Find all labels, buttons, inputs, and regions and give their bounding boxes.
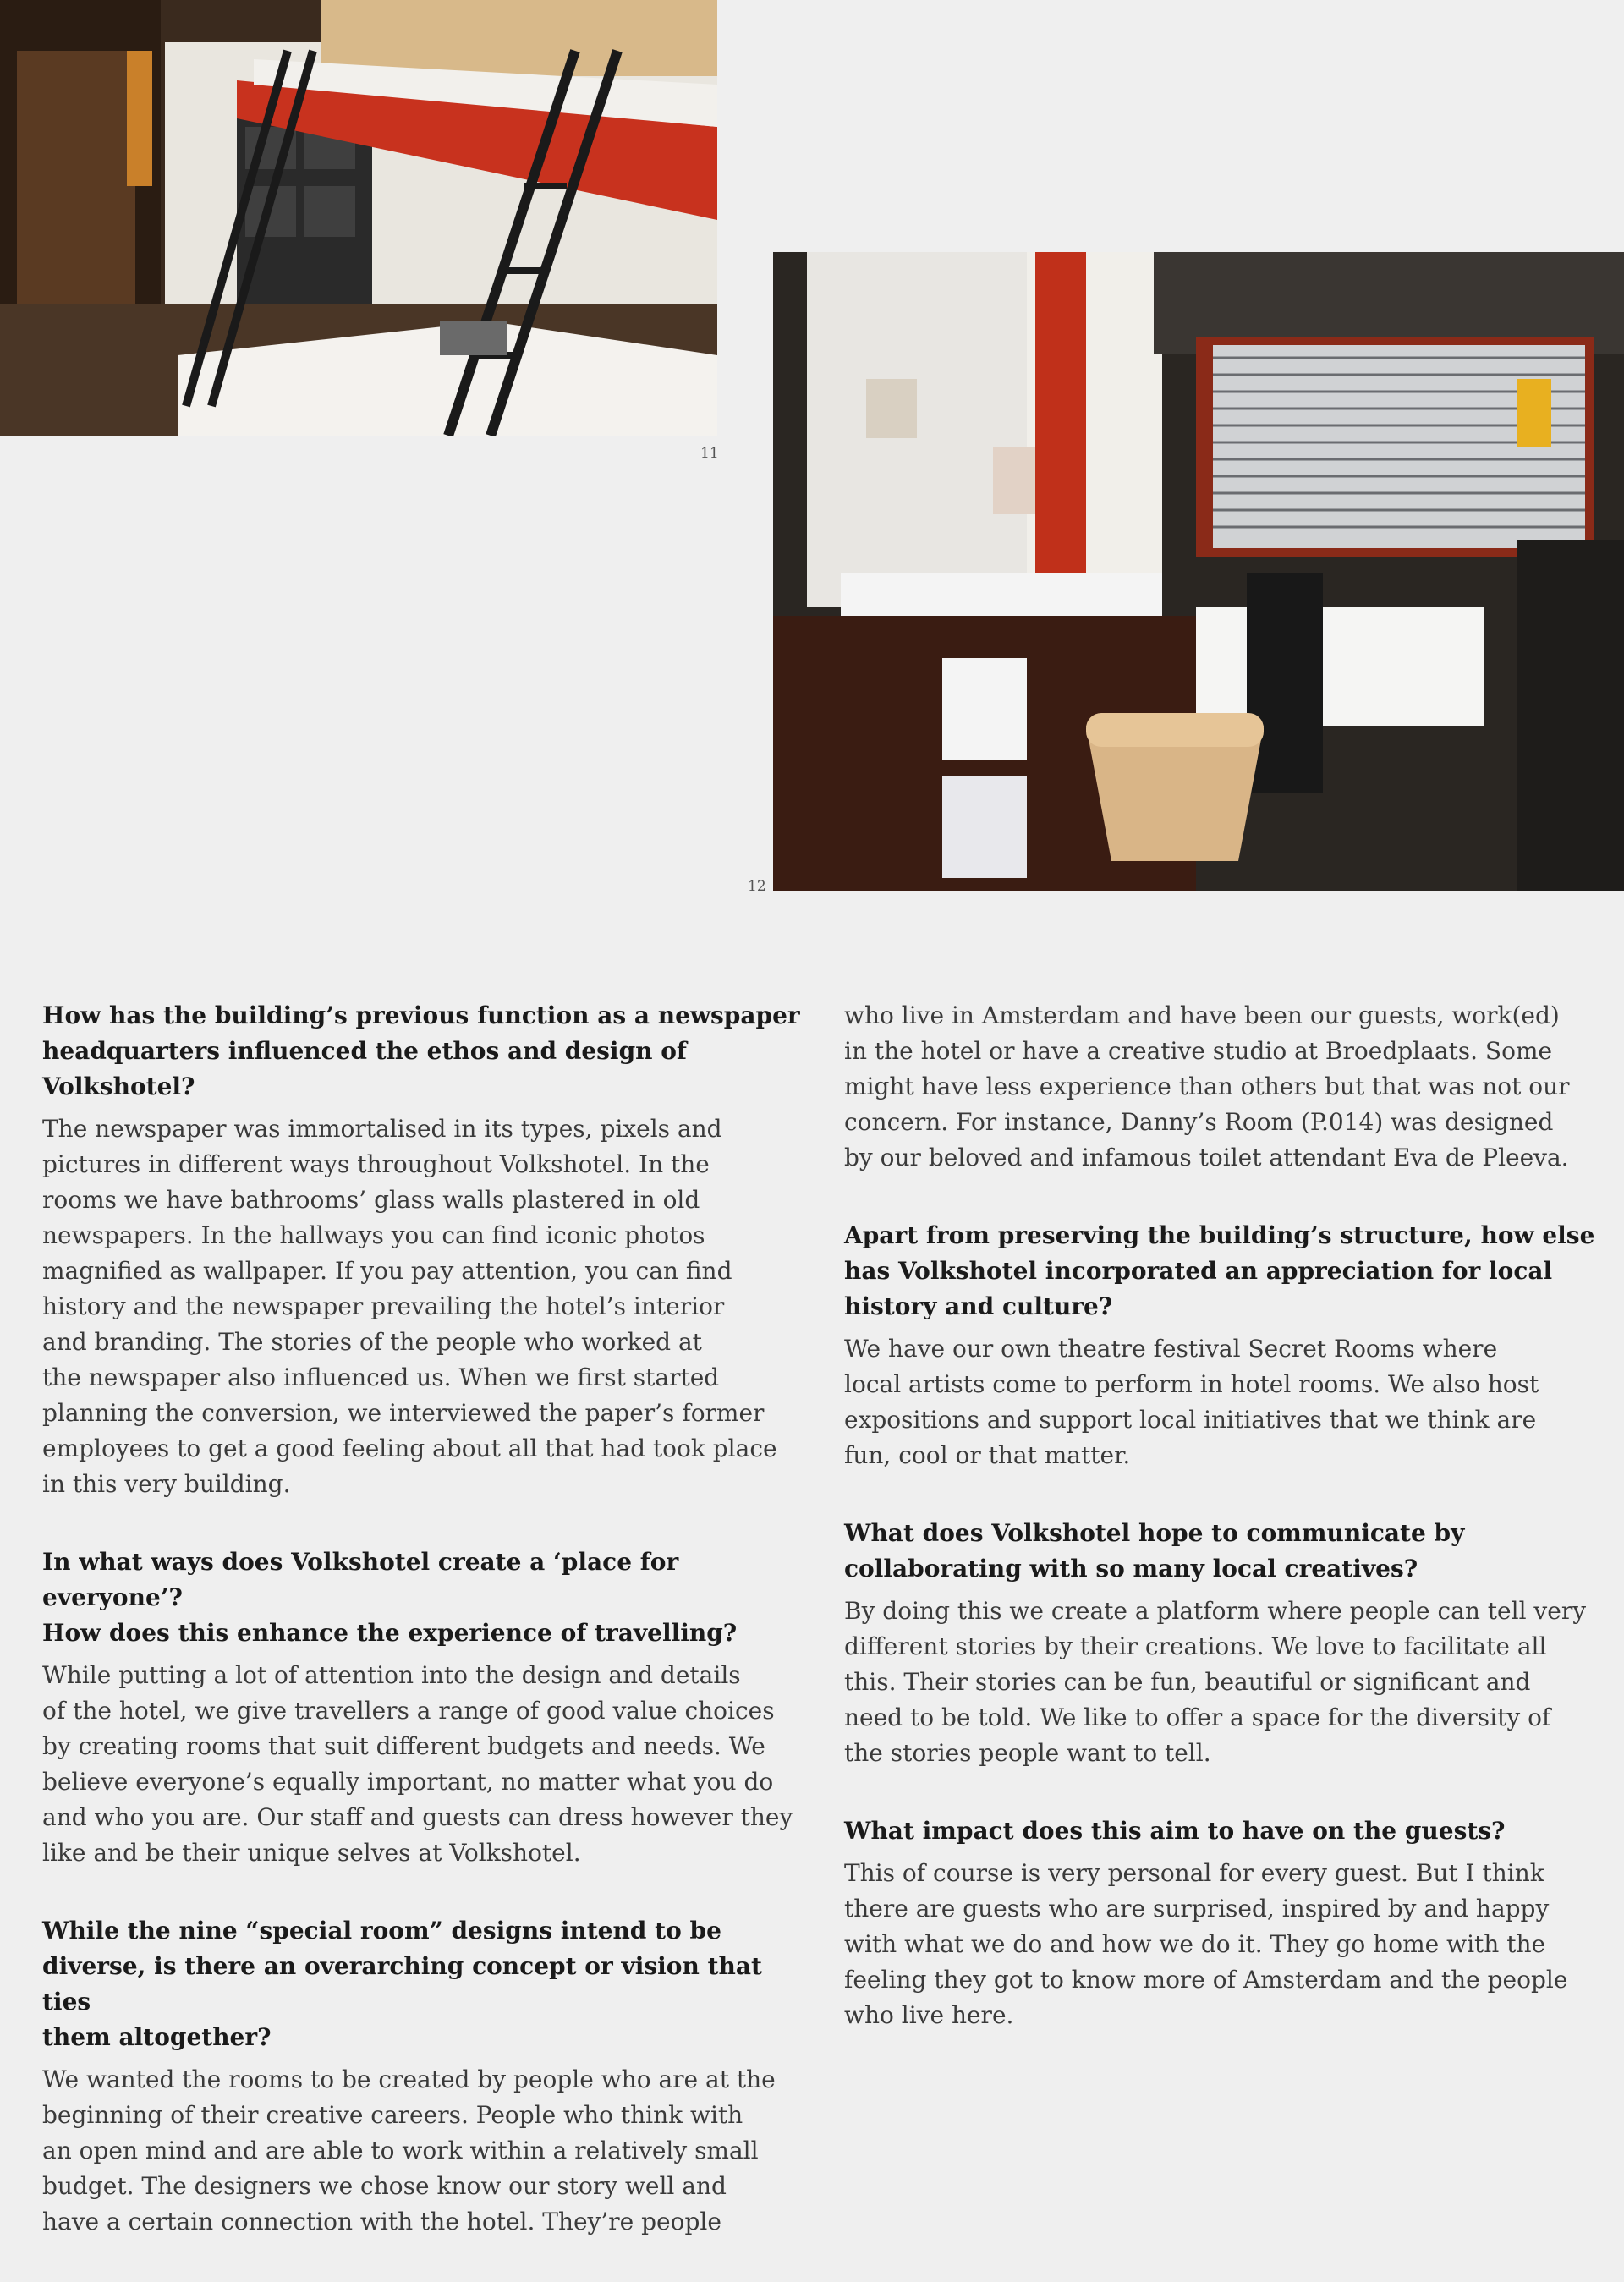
photo-caption-12: 12 <box>748 878 766 895</box>
question-local-history: Apart from preserving the building’s structure, how else has Volkshotel incorporated an appreciation for local history and culture? <box>844 1221 1595 1320</box>
right-text-column <box>844 998 1605 2076</box>
question-impact-on-guests: What impact does this aim to have on the guests? <box>844 1817 1506 1845</box>
answer-newspaper-function: The newspaper was immortalised in its types, pixels and pictures in different ways throughout Volkshotel. In the rooms we have bathrooms’ glass walls plastered in old newspapers. In the hallways you can find iconic photos magnified as wallpaper. If you pay attention, you can find history and the newspaper prevailing the hotel’s interior and branding. The stories of the people who worked at the newspaper also influenced us. When we first started planning the conversion, we interviewed the paper’s former employees to get a good feeling about all that had took place in this very building. <box>42 1115 777 1498</box>
answer-local-history: We have our own theatre festival Secret Rooms where local artists come to perform in hotel rooms. We also host expositions and support local initiatives that we think are fun, cool or that matter. <box>844 1335 1539 1469</box>
answer-impact-on-guests: This of course is very personal for every guest. But I think there are guests who are surprised, inspired by and happy with what we do and how we do it. They go home with the feeling they got to know more of Amsterdam and the people who live here. <box>844 1859 1568 2029</box>
question-special-rooms: While the nine “special room” designs intend to be diverse, is there an overarching concept or vision that ties them altogether? <box>42 1917 762 2051</box>
answer-special-rooms: We wanted the rooms to be created by people who are at the beginning of their creative careers. People who think with an open mind and are able to work within a relatively small budget. The designers we chose know our story well and have a certain connection with the hotel. They’re people <box>42 2065 776 2235</box>
question-place-for-everyone: In what ways does Volkshotel create a ‘place for everyone’? How does this enhance the experience of travelling? <box>42 1548 738 1647</box>
answer-special-rooms-continued: who live in Amsterdam and have been our guests, work(ed) in the hotel or have a creative studio at Broedplaats. Some might have less experience than others but that was not our concern. For instance, Danny’s Room (P.014) was designed by our beloved and infamous toilet attendant Eva de Pleeva. <box>844 1001 1570 1171</box>
answer-local-creatives: By doing this we create a platform where people can tell very different stories by their creations. We love to facilitate all this. Their stories can be fun, beautiful or significant and need to be told. We like to offer a space for the diversity of the stories people want to tell. <box>844 1597 1587 1767</box>
answer-place-for-everyone: While putting a lot of attention into the design and details of the hotel, we give travellers a range of good value choices by creating rooms that suit different budgets and needs. We believe everyone’s equally important, no matter what you do and who you are. Our staff and guests can dress however they like and be their unique selves at Volkshotel. <box>42 1661 793 1867</box>
photo-room-with-window <box>773 252 1624 891</box>
photo-bunk-bed-room <box>0 0 717 436</box>
photo-caption-11: 11 <box>700 445 719 462</box>
question-local-creatives: What does Volkshotel hope to communicate by collaborating with so many local creatives? <box>844 1519 1465 1583</box>
left-text-column <box>42 998 804 2282</box>
question-newspaper-function: How has the building’s previous function as a newspaper headquarters influenced the ethos and design of Volkshotel? <box>42 1001 800 1100</box>
